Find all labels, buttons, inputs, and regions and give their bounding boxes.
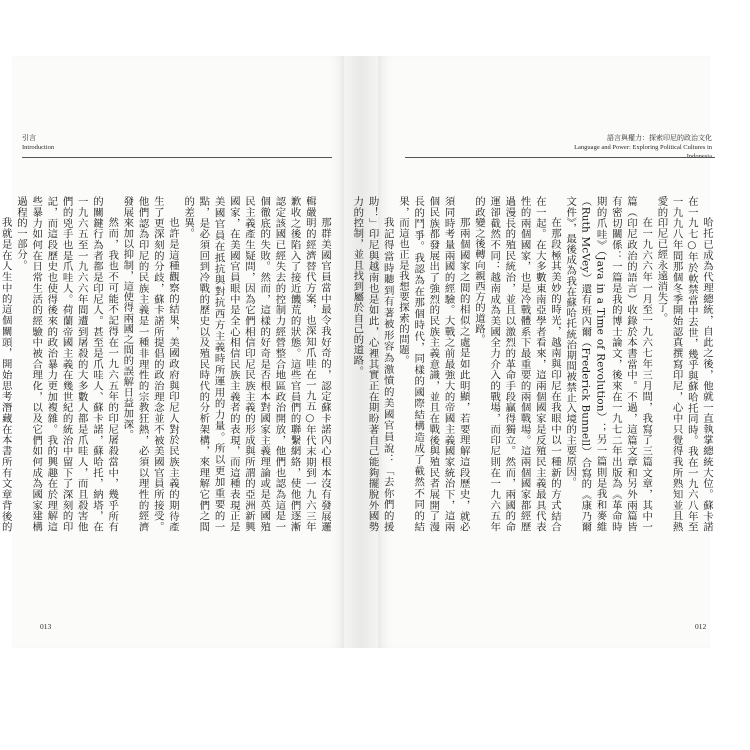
left-running-head-en: Introduction: [22, 144, 55, 151]
left-page-number: 013: [40, 622, 52, 631]
left-paragraph: 然而，我也不可能不記得在一九六五年的印尼屠殺當中，幾乎所有的關鍵行為者都是印尼人。甚至是爪哇人、蘇卡諾，蘇哈托，納塔，在一九六五至一九六六年間遭到屠殺的大多數人都是爪哇人，而且殺害他們的兇手也是爪哇人。荷蘭帝國主義在幾世紀的統治中留下了深刻的印記，而這段歷史也使得後來的政治暴力更加複雜。我的興趣在於理解這些暴力如何在日常生活的經驗中被合理化，以及它們如何成為國家建構過程的一部分。: [14, 196, 119, 532]
left-running-head: [22, 134, 54, 152]
right-paragraph: 那兩個國家之間的相似之處是如此明顯，若要理解這段歷史，就必須同時考量兩國的經驗。大戰之前最強大的帝國主義國家統治下，這兩個民族都發展出了強烈的民族主義意識，並且在戰後與殖民者展開了漫長的鬥爭。我認為在那個時代，同樣的國際結構造成了截然不同的結果，而這也正是我想要探索的問題。: [396, 196, 470, 532]
right-paragraph: 在那段極其美妙的時光，越南與印尼在我眼中以一種新的方式結合在一起。在大多數東南亞學者看來，這兩個國家是反殖民主義最具代表性的兩個國家，也是冷戰體系下最重要的兩個戰場。這兩個國家都經歷過漫長的殖民統治，並且以激烈的革命手段贏得獨立。然而，兩國的命運卻截然不同：越南成為美國全力介入的戰場，而印尼則在一九六五年的政變之後轉向親西方的道路。: [472, 196, 561, 532]
left-paragraph: 也許是這種觀察的結果，美國政府與印尼人對於民族主義的期待產生了更深刻的分歧，蘇卡諾所提倡的政治理念並不被美國官員所接受。他們認為印尼的民族主義是一種非理性的宗教狂熱，必須以理性的經濟發展來加以抑制，這使得兩國之間的誤解日益加深。: [121, 196, 179, 532]
right-paragraph: 哈托已成為代理總統，自此之後，他就一直執掌總統大位。蘇卡諾在一九七○年於軟禁當中去世，幾乎與蘇哈托同時。我在一九六八年至一九九八年間那個冬季開始認真撰寫印尼，心中只覺得我所熟知並且熱愛的印尼已經永遠消失了。: [655, 196, 713, 532]
right-header-rule: [405, 157, 715, 158]
left-paragraph: 那群美國官員當中最令我好奇的，認定蘇卡諾內心根本沒有發展邏輯嚴明的經濟替代方案，也深知爪哇在一九五○年代末期到一九六三年歉收之後陷入了接近饑荒的狀態。這些官員們的聯繫網絡，使他們逐漸認定該國已經失去的控制力經營整合地區政治開放，他們也認為這是一個徹底的失敗。然而，這樣的好奇是否根本對國家主義理論或是英國殖民主義產生疑問，因為它們相信印尼民族主義的形成與所謂的亞洲新興國家，在美國官員眼中是全心相信民族主義者的表現，而這種表現正是美國官員在抵抗與對抗西方主義時所運用的力量。所以更加重要的一點，是必須回到冷戰的歷史以及殖民時代的分析架構，來理解它們之間的差異。: [182, 196, 331, 532]
right-paragraph: 我記得當時聽到有著被形容為激憤的美國官員說：「去你們的援助！」印尼與越南也是如此，心裡其實正在期盼著自己能夠擺脫外國勢力的控制，並且找到屬於自己的道路。: [351, 196, 394, 532]
right-running-head-en: Language and Power: Exploring Political Cultures in: [574, 144, 712, 151]
right-page-number: 012: [695, 622, 707, 631]
right-page-body-text: [351, 196, 714, 532]
left-paragraph: 我就是在人生中的這個關頭，開始思考潛藏在本書所有文章背後的: [0, 216, 12, 532]
left-running-head-zh: 引言: [22, 134, 36, 142]
right-running-head-zh: 語言與權力：探索印尼的政治文化: [607, 134, 712, 142]
left-header-rule: [22, 157, 332, 158]
right-paragraph: 在一九六六年一月至一九六七年三月間，我寫了三篇文章，其中一篇（印尼政治的語言）收錄於本書當中。不過，這篇文章和另外兩篇皆有密切關係：一篇是我的博士論文，後來在一九七二年出版為《革命時期的爪哇》（Java in a Time of Revolution）；另一篇則是我和麥維（Ruth McVey）還有班內爾（Frederick Bunnell）合寫的《康乃爾文件》，最後成為我在蘇哈托統治期間被禁止入境的主要原因。: [564, 196, 653, 532]
left-page-body-text: [0, 196, 332, 532]
